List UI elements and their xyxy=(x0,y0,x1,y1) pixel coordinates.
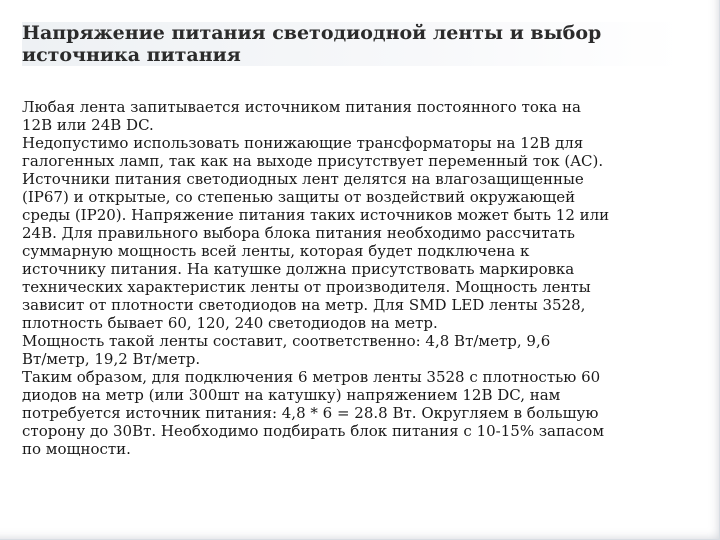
paragraph-calculation-example xyxy=(22,368,698,458)
paragraph-line: суммарную мощность всей ленты, которая будет подключена к xyxy=(22,242,530,260)
paragraph-line: (IP67) и открытые, со степенью защиты от воздействий окружающей xyxy=(22,188,576,206)
paragraph-line: галогенных ламп, так как на выходе присутствует переменный ток (AC). xyxy=(22,152,604,170)
paragraph-transformer-warning xyxy=(22,134,698,170)
slide-content xyxy=(22,98,698,458)
paragraph-line: зависит от плотности светодиодов на метр. Для SMD LED ленты 3528, xyxy=(22,296,586,314)
paragraph-line: 12В или 24В DC. xyxy=(22,116,154,134)
paragraph-line: источнику питания. На катушке должна присутствовать маркировка xyxy=(22,260,575,278)
paragraph-line: Любая лента запитывается источником питания постоянного тока на xyxy=(22,98,581,116)
paragraph-line: Мощность такой ленты составит, соответственно: 4,8 Вт/метр, 9,6 xyxy=(22,332,551,350)
paragraph-line: 24В. Для правильного выбора блока питания необходимо рассчитать xyxy=(22,224,575,242)
paragraph-line: технических характеристик ленты от производителя. Мощность ленты xyxy=(22,278,591,296)
paragraph-line: Источники питания светодиодных лент делятся на влагозащищенные xyxy=(22,170,584,188)
paragraph-line: Вт/метр, 19,2 Вт/метр. xyxy=(22,350,201,368)
title-block xyxy=(22,22,682,66)
paragraph-line: Недопустимо использовать понижающие трансформаторы на 12В для xyxy=(22,134,584,152)
paragraph-line: плотность бывает 60, 120, 240 светодиодов на метр. xyxy=(22,314,438,332)
paragraph-power-supply-selection xyxy=(22,170,698,332)
paragraph-line: по мощности. xyxy=(22,440,131,458)
paragraph-power-per-meter xyxy=(22,332,698,368)
title-line: Напряжение питания светодиодной ленты и выбор xyxy=(22,22,602,44)
slide-title xyxy=(22,22,682,66)
paragraph-line: потребуется источник питания: 4,8 * 6 = 28.8 Вт. Округляем в большую xyxy=(22,404,599,422)
paragraph-line: диодов на метр (или 300шт на катушку) напряжением 12В DC, нам xyxy=(22,386,561,404)
paragraph-line: сторону до 30Вт. Необходимо подбирать блок питания с 10-15% запасом xyxy=(22,422,605,440)
paragraph-line: среды (IP20). Напряжение питания таких источников может быть 12 или xyxy=(22,206,610,224)
paragraph-power-supply-type xyxy=(22,98,698,134)
paragraph-line: Таким образом, для подключения 6 метров ленты 3528 с плотностью 60 xyxy=(22,368,601,386)
title-line: источника питания xyxy=(22,44,241,66)
